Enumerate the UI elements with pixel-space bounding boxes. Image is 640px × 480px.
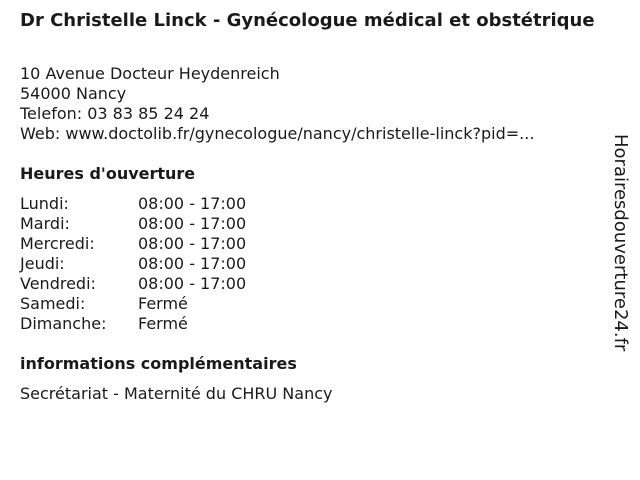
day-label: Dimanche:: [20, 314, 107, 333]
additional-info-text: Secrétariat - Maternité du CHRU Nancy: [20, 384, 333, 403]
time-value: 08:00 - 17:00: [138, 214, 247, 233]
phone-number[interactable]: Telefon: 03 83 85 24 24: [20, 104, 210, 123]
opening-hours-table: [20, 194, 246, 334]
page-title: Dr Christelle Linck - Gynécologue médical et obstétrique: [20, 10, 595, 31]
address-block: [20, 64, 600, 144]
day-label: Samedi:: [20, 294, 86, 313]
city: 54000 Nancy: [20, 84, 127, 103]
hours-row-thursday: [20, 254, 246, 274]
hours-row-tuesday: [20, 214, 246, 234]
hours-row-saturday: [20, 294, 246, 314]
hours-row-wednesday: [20, 234, 246, 254]
time-value: Fermé: [138, 294, 188, 313]
day-label: Vendredi:: [20, 274, 96, 293]
hours-row-sunday: [20, 314, 246, 334]
time-value: 08:00 - 17:00: [138, 254, 247, 273]
street-address: 10 Avenue Docteur Heydenreich: [20, 64, 280, 83]
day-label: Mardi:: [20, 214, 70, 233]
hours-row-friday: [20, 274, 246, 294]
website-link[interactable]: Web: www.doctolib.fr/gynecologue/nancy/christelle-linck?pid=...: [20, 124, 535, 143]
site-watermark: Horairesdouverture24.fr: [610, 134, 631, 352]
time-value: Fermé: [138, 314, 188, 333]
day-label: Mercredi:: [20, 234, 95, 253]
day-label: Lundi:: [20, 194, 69, 213]
time-value: 08:00 - 17:00: [138, 234, 247, 253]
time-value: 08:00 - 17:00: [138, 274, 247, 293]
day-label: Jeudi:: [20, 254, 65, 273]
time-value: 08:00 - 17:00: [138, 194, 247, 213]
opening-hours-heading: Heures d'ouverture: [20, 164, 196, 183]
hours-row-monday: [20, 194, 246, 214]
additional-info-heading: informations complémentaires: [20, 354, 297, 373]
